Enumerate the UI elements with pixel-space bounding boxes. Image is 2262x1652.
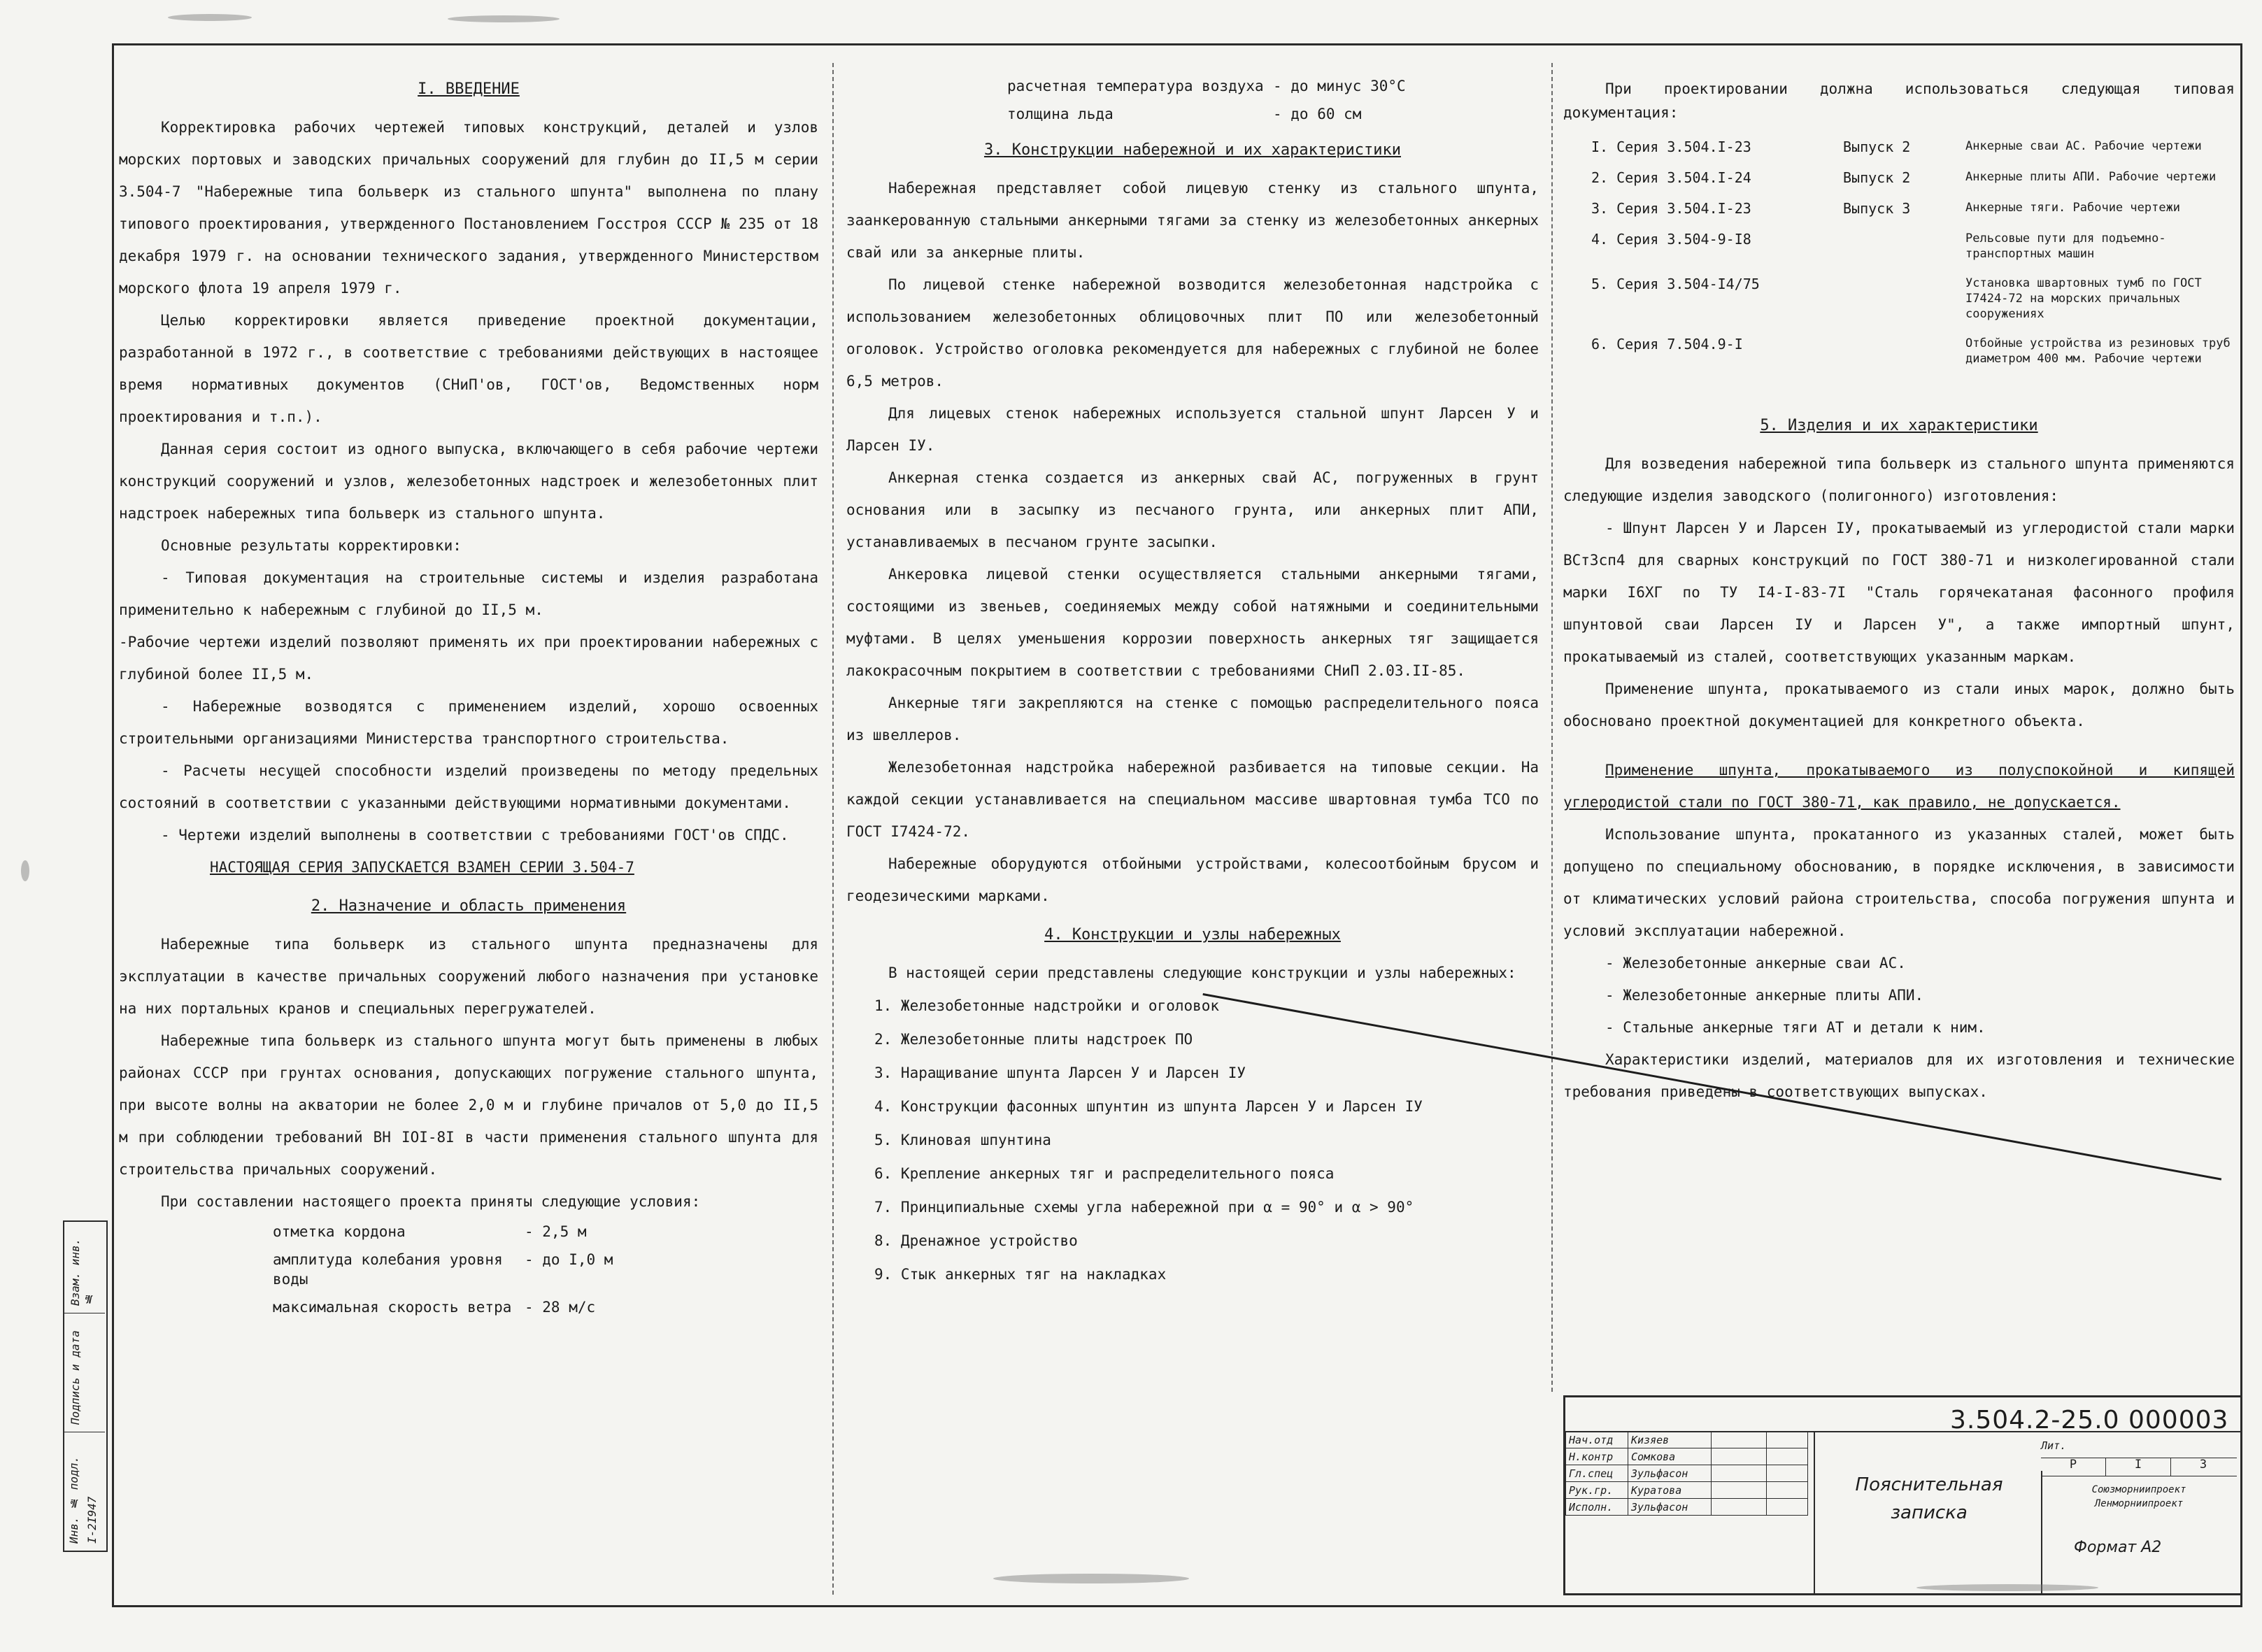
inventory-number: I-2I947 <box>85 1496 99 1544</box>
paragraph: Анкерные тяги закрепляются на стенке с помощью распределительного пояса из швеллеров. <box>846 695 1539 743</box>
sheet-value: I <box>2106 1458 2171 1476</box>
column-divider-1 <box>832 63 834 1595</box>
doc-series: 2. Серия 3.504.I-24 <box>1591 169 1751 186</box>
list-item: 1. Железобетонные надстройки и оголовок <box>874 997 1220 1014</box>
date-cell <box>1767 1499 1808 1516</box>
doc-title: Анкерные тяги. Рабочие чертежи <box>1965 201 2181 215</box>
date-cell <box>1767 1482 1808 1499</box>
date-cell <box>1767 1448 1808 1465</box>
scan-noise <box>993 1574 1189 1583</box>
signature-cell <box>1712 1432 1767 1448</box>
side-label: Взам. инв. № <box>69 1238 95 1306</box>
table-row <box>1566 1465 1808 1482</box>
scan-noise <box>448 15 560 22</box>
paragraph: -Рабочие чертежи изделий позволяют применять их при проектировании набережных с глубиной более II,5 м. <box>119 634 818 683</box>
paragraph: При проектировании должна использоваться следующая типовая документация: <box>1563 80 2235 121</box>
signature-cell <box>1712 1482 1767 1499</box>
name-cell: Зульфасон <box>1628 1465 1712 1482</box>
signature-cell <box>1712 1448 1767 1465</box>
condition-value: - 28 м/с <box>525 1299 596 1316</box>
paragraph: Характеристики изделий, материалов для их изготовления и технические требования приведены в соответствующих выпусках. <box>1563 1051 2235 1100</box>
doc-issue: Выпуск 2 <box>1843 138 1911 155</box>
name-cell: Кизяев <box>1628 1432 1712 1448</box>
doc-reference-row <box>1563 231 2235 262</box>
paragraph: Использование шпунта, прокатанного из указанных сталей, может быть допущено по специальному обоснованию, в порядке исключения, в зависимости от климатических условий района строительства, способа погружения шпунта и условий эксплуатации набережной. <box>1563 826 2235 939</box>
sheet-info <box>2041 1439 2237 1588</box>
paragraph: Для возведения набережной типа больверк из стального шпунта применяются следующие изделия заводского (полигонного) изготовления: <box>1563 455 2235 504</box>
role-cell: Н.контр <box>1566 1448 1628 1465</box>
list-item: 6. Крепление анкерных тяг и распределительного пояса <box>874 1165 1335 1182</box>
stamp-rule <box>1814 1431 1815 1593</box>
paragraph: Анкерная стенка создается из анкерных свай АС, погруженных в грунт основания или в засыпку из песчаного грунта, или анкерных плит АПИ, устанавливаемых в песчаном грунте засыпки. <box>846 469 1539 550</box>
section-heading-nodes: 4. Конструкции и узлы набережных <box>1044 926 1341 944</box>
table-row <box>1566 1499 1808 1516</box>
paragraph: - Стальные анкерные тяги АТ и детали к ним. <box>1605 1019 1986 1036</box>
title-line: записка <box>1891 1502 1968 1523</box>
table-row <box>1566 1432 1808 1448</box>
condition-value: - до 60 см <box>1273 106 1362 122</box>
doc-issue: Выпуск 2 <box>1843 169 1911 186</box>
list-item: 4. Конструкции фасонных шпунтин из шпунта Ларсен У и Ларсен IУ <box>874 1098 1423 1115</box>
side-stamp <box>63 1220 108 1552</box>
paragraph: Анкеровка лицевой стенки осуществляется стальными анкерными тягами, состоящими из звеньев, соединяемых между собой натяжными и соединительными муфтами. В целях уменьшения коррозии поверхность анкерных тяг защищается лакокрасочным покрытием в соответствии с требованиями СНиП 2.03.II-85. <box>846 566 1539 679</box>
paragraph: По лицевой стенке набережной возводится железобетонная надстройка с использованием железобетонных облицовочных плит ПО или железобетонный оголовок. Устройство оголовка рекомендуется для набережных с глубиной не более 6,5 метров. <box>846 276 1539 390</box>
condition-value: - до I,0 м <box>525 1251 613 1268</box>
role-cell: Нач.отд <box>1566 1432 1628 1448</box>
replacement-notice: НАСТОЯЩАЯ СЕРИЯ ЗАПУСКАЕТСЯ ВЗАМЕН СЕРИИ 3.504-7 <box>210 859 634 876</box>
condition-label: расчетная температура воздуха <box>1007 78 1264 94</box>
doc-reference-row <box>1563 200 2235 217</box>
name-cell: Зульфасон <box>1628 1499 1712 1516</box>
list-item: 5. Клиновая шпунтина <box>874 1132 1051 1148</box>
title-block <box>1563 1395 2242 1595</box>
side-label: Инв. № подл. <box>67 1456 80 1544</box>
list-item: 3. Наращивание шпунта Ларсен У и Ларсен IУ <box>874 1064 1246 1081</box>
doc-series: 4. Серия 3.504-9-I8 <box>1591 231 1751 248</box>
condition-value: - 2,5 м <box>525 1223 587 1240</box>
doc-title: Рельсовые пути для подъемно-транспортных машин <box>1965 232 2166 261</box>
doc-title: Анкерные сваи АС. Рабочие чертежи <box>1965 139 2202 153</box>
document-title <box>1845 1471 2013 1527</box>
condition-row <box>1007 77 1539 95</box>
document-code: 3.504.2-25.0 000003 <box>1950 1406 2229 1434</box>
date-cell <box>1767 1432 1808 1448</box>
paragraph: Железобетонная надстройка набережной разбивается на типовые секции. На каждой секции устанавливается на специальном массиве швартовная тумба ТСО по ГОСТ I7424-72. <box>846 759 1539 840</box>
paragraph: Основные результаты корректировки: <box>161 537 462 554</box>
doc-issue <box>1843 276 1965 322</box>
condition-label: максимальная скорость ветра <box>273 1299 512 1316</box>
stage-value: Р <box>2041 1458 2106 1476</box>
role-cell: Рук.гр. <box>1566 1482 1628 1499</box>
list-item: 7. Принципиальные схемы угла набережной при α = 90° и α > 90° <box>874 1199 1414 1216</box>
doc-reference-row <box>1563 336 2235 366</box>
signature-cell <box>1712 1499 1767 1516</box>
scan-noise <box>1916 1584 2098 1591</box>
condition-label: толщина льда <box>1007 106 1114 122</box>
section-heading-purpose: 2. Назначение и область применения <box>311 897 627 915</box>
structures-list <box>874 989 1539 1291</box>
paragraph: - Шпунт Ларсен У и Ларсен IУ, прокатываемый из углеродистой стали марки ВСт3сп4 для сварных конструкций по ГОСТ 380-71 и низколегированной стали марки I6ХГ по ТУ I4-I-83-7I "Сталь горячекатаная фасонного профиля шпунтовой сваи Ларсен IУ и Ларсен У", а также импортный шпунт, прокатываемый из сталей, соответствующих указанным маркам. <box>1563 520 2235 665</box>
column-documentation <box>1563 77 2235 1108</box>
doc-reference-row <box>1563 138 2235 155</box>
scan-noise <box>168 14 252 21</box>
name-cell: Сомкова <box>1628 1448 1712 1465</box>
scan-noise <box>21 860 29 881</box>
condition-row <box>273 1250 818 1289</box>
role-cell: Гл.спец <box>1566 1465 1628 1482</box>
paragraph: При составлении настоящего проекта приняты следующие условия: <box>161 1193 701 1210</box>
section-heading-structures: 3. Конструкции набережной и их характеристики <box>983 141 1402 159</box>
condition-row <box>1007 105 1539 123</box>
doc-issue <box>1843 231 1965 262</box>
doc-reference-row <box>1563 276 2235 322</box>
paper-format-label: Формат А2 <box>2074 1539 2162 1556</box>
paragraph: Для лицевых стенок набережных используется стальной шпунт Ларсен У и Ларсен IУ. <box>846 405 1539 454</box>
paragraph: - Типовая документация на строительные системы и изделия разработана применительно к набережным с глубиной до II,5 м. <box>119 569 818 618</box>
column-structures <box>846 77 1539 1291</box>
name-cell: Куратова <box>1628 1482 1712 1499</box>
paragraph: Данная серия состоит из одного выпуска, включающего в себя рабочие чертежи конструкций сооружений и узлов, железобетонных надстроек и железобетонных плит надстроек набережных типа больверк из стального шпунта. <box>119 441 818 522</box>
paragraph: Набережные оборудуются отбойными устройствами, колесоотбойным брусом и геодезическими марками. <box>846 855 1539 904</box>
doc-series: 6. Серия 7.504.9-I <box>1591 336 1743 353</box>
list-item: 2. Железобетонные плиты надстроек ПО <box>874 1031 1193 1048</box>
condition-label: амплитуда колебания уровня воды <box>273 1251 503 1288</box>
doc-title: Установка швартовных тумб по ГОСТ I7424-72 на морских причальных сооружениях <box>1965 276 2202 321</box>
doc-issue: Выпуск 3 <box>1843 200 1911 217</box>
paragraph: В настоящей серии представлены следующие конструкции и узлы набережных: <box>888 964 1516 981</box>
paragraph: Корректировка рабочих чертежей типовых конструкций, деталей и узлов морских портовых и заводских причальных сооружений для глубин до II,5 м серии 3.504-7 "Набережные типа больверк из стального шпунта" выполнена по плану типового проектирования, утвержденного Постановлением Госстроя СССР № 235 от 18 декабря 1979 г. на основании технического задания, утвержденного Министерством морского флота 19 апреля 1979 г. <box>119 119 818 297</box>
approval-table <box>1565 1431 1808 1516</box>
list-item: 9. Стык анкерных тяг на накладках <box>874 1266 1167 1283</box>
paragraph: - Набережные возводятся с применением изделий, хорошо освоенных строительными организациями Министерства транспортного строительства. <box>119 698 818 747</box>
condition-row <box>273 1297 818 1317</box>
paragraph: - Расчеты несущей способности изделий произведены по методу предельных состояний в соответствии с указанными действующими нормативными документами. <box>119 762 818 811</box>
doc-series: I. Серия 3.504.I-23 <box>1591 138 1751 155</box>
doc-title: Анкерные плиты АПИ. Рабочие чертежи <box>1965 170 2217 184</box>
paragraph: Набережные типа больверк из стального шпунта могут быть применены в любых районах СССР при грунтах основания, допускающих погружение стального шпунта, при высоте волны на акватории не более 2,0 м и глубине причалов от 5,0 до II,5 м при соблюдении требований ВН IОI-8I в части применения стального шпунта для строительства причальных сооружений. <box>119 1032 818 1178</box>
paragraph: Целью корректировки является приведение проектной документации, разработанной в 1972 г., в соответствие с требованиями действующих в настоящее время нормативных документов (СНиП'ов, ГОСТ'ов, Ведомственных норм проектирования и т.п.). <box>119 312 818 425</box>
column-introduction <box>119 66 818 1325</box>
paragraph: Набережная представляет собой лицевую стенку из стального шпунта, заанкерованную стальными анкерными тягами за стенку из железобетонных анкерных свай или за анкерные плиты. <box>846 180 1539 261</box>
section-heading-products: 5. Изделия и их характеристики <box>1760 417 2038 434</box>
side-label: Подпись и дата <box>69 1330 82 1425</box>
title-line: Пояснительная <box>1855 1474 2003 1495</box>
column-divider-2 <box>1551 63 1553 1392</box>
table-row <box>1566 1482 1808 1499</box>
organization-name: Союзморниипроект Ленморниипроект <box>2091 1484 2186 1509</box>
doc-title: Отбойные устройства из резиновых труб диаметром 400 мм. Рабочие чертежи <box>1965 336 2231 366</box>
paragraph: - Железобетонные анкерные сваи АС. <box>1605 955 1906 971</box>
condition-value: - до минус 30°С <box>1273 78 1406 94</box>
signature-cell <box>1712 1465 1767 1482</box>
doc-reference-row <box>1563 169 2235 186</box>
paragraph: Применение шпунта, прокатываемого из полуспокойной и кипящей углеродистой стали по ГОСТ 380-71, как правило, не допускается. <box>1563 762 2235 811</box>
paragraph: Применение шпунта, прокатываемого из стали иных марок, должно быть обосновано проектной документацией для конкретного объекта. <box>1563 681 2235 729</box>
paragraph: Набережные типа больверк из стального шпунта предназначены для эксплуатации в качестве причальных сооружений любого назначения при установке на них портальных кранов и специальных перегружателей. <box>119 936 818 1017</box>
doc-series: 3. Серия 3.504.I-23 <box>1591 200 1751 217</box>
condition-row <box>273 1222 818 1241</box>
paragraph: - Железобетонные анкерные плиты АПИ. <box>1605 987 1924 1004</box>
role-cell: Исполн. <box>1566 1499 1628 1516</box>
section-heading-introduction: I. ВВЕДЕНИЕ <box>418 80 520 98</box>
doc-series: 5. Серия 3.504-I4/75 <box>1591 276 1760 292</box>
paragraph: - Чертежи изделий выполнены в соответствии с требованиями ГОСТ'ов СПДС. <box>161 827 789 843</box>
stage-header: Лит. <box>2041 1439 2237 1458</box>
doc-issue <box>1843 336 1965 366</box>
date-cell <box>1767 1465 1808 1482</box>
table-row <box>1566 1448 1808 1465</box>
condition-label: отметка кордона <box>273 1223 406 1240</box>
sheets-value: 3 <box>2199 1458 2207 1472</box>
list-item: 8. Дренажное устройство <box>874 1232 1078 1249</box>
